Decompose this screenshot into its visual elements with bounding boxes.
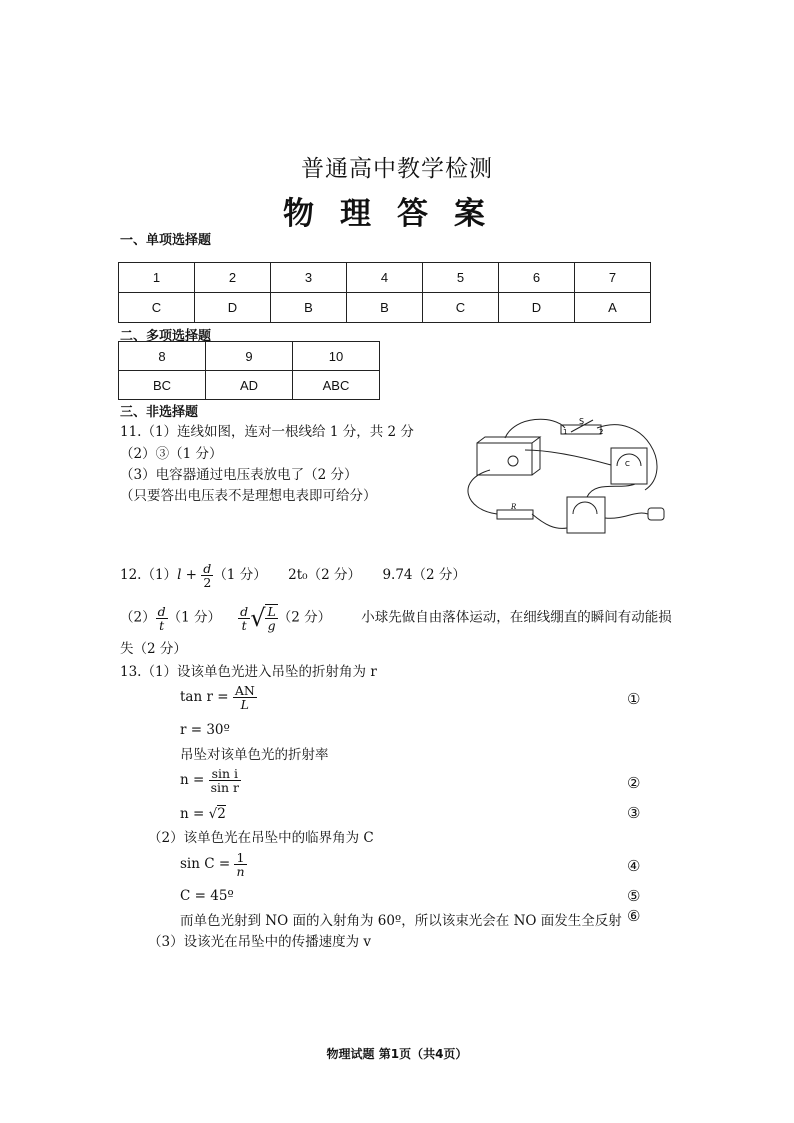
fraction-denominator: t	[241, 617, 247, 633]
q11-line1: 11.（1）连线如图，连对一根线给 1 分，共 2 分	[120, 424, 414, 440]
table-cell: 3	[271, 263, 347, 293]
fraction-numerator: L	[267, 604, 276, 619]
fraction-denominator: n	[236, 864, 245, 879]
equation-n-value	[180, 806, 226, 822]
fraction	[209, 767, 241, 794]
marker-5: ⑤	[627, 887, 641, 905]
label-2: 2	[599, 428, 604, 436]
q12-reason-cont: 失（2 分）	[120, 641, 187, 657]
section3-title: 三、非选择题	[120, 405, 199, 420]
header-title: 普通高中教学检测	[301, 156, 493, 182]
fraction	[265, 604, 277, 632]
table-cell: BC	[119, 371, 206, 400]
equation-tan	[180, 684, 257, 711]
fraction-numerator: d	[240, 603, 249, 619]
table-row	[119, 371, 380, 400]
table-cell: 10	[293, 342, 380, 371]
q12-prefix: 12.（1）	[120, 567, 178, 583]
fraction	[156, 605, 168, 632]
page-title: 物理答案	[283, 196, 511, 232]
equation-n	[180, 767, 241, 794]
q12-part2: （2）	[120, 609, 156, 626]
equation-lhs: tan r =	[180, 689, 233, 705]
resistor	[497, 510, 533, 519]
marker-3: ③	[627, 804, 641, 822]
fraction	[238, 605, 250, 632]
table-cell: D	[499, 293, 575, 323]
table-cell: 4	[347, 263, 423, 293]
q11-line2: （2）③（1 分）	[120, 446, 223, 462]
fraction-denominator: t	[159, 617, 165, 633]
fraction-denominator: 2	[203, 575, 212, 590]
table-cell: A	[575, 293, 651, 323]
sqrt-icon: √	[208, 806, 218, 822]
table-cell: D	[195, 293, 271, 323]
table-cell: 9	[206, 342, 293, 371]
fraction	[234, 851, 246, 878]
section1-title: 一、单项选择题	[120, 233, 212, 248]
table-cell: B	[271, 293, 347, 323]
marker-1: ①	[627, 690, 641, 708]
table-cell: 2	[195, 263, 271, 293]
page-footer: 物理试题 第1页（共4页）	[326, 1047, 468, 1061]
fraction	[201, 562, 213, 589]
q12-score1: （1 分）	[213, 567, 267, 583]
circuit-diagram	[445, 410, 670, 545]
table-row	[119, 342, 380, 371]
q12-line2	[120, 604, 672, 632]
table-cell: AD	[206, 371, 293, 400]
multi-choice-table	[118, 341, 380, 400]
label-s: S	[579, 417, 585, 426]
q13-part2: （2）该单色光在吊坠中的临界角为 C	[148, 830, 374, 846]
fraction-numerator: 1	[234, 851, 246, 865]
q11-line3: （3）电容器通过电压表放电了（2 分）	[120, 467, 358, 483]
table-cell: C	[423, 293, 499, 323]
fraction-numerator: sin i	[209, 767, 241, 781]
table-cell: 1	[119, 263, 195, 293]
fraction-numerator: d	[157, 603, 166, 619]
table-cell: 7	[575, 263, 651, 293]
label-1: 1	[563, 428, 568, 436]
table-cell: C	[119, 293, 195, 323]
equation-lhs: sin C =	[180, 856, 235, 872]
c-value: C = 45º	[180, 888, 234, 904]
r-value: r = 30º	[180, 722, 230, 738]
table-cell: 5	[423, 263, 499, 293]
fraction-numerator: d	[203, 561, 212, 576]
total-reflection-text: 而单色光射到 NO 面的入射角为 60º，所以该束光会在 NO 面发生全反射	[180, 913, 622, 929]
q13-part3: （3）设该光在吊坠中的传播速度为 v	[148, 934, 372, 950]
equation-sinc	[180, 851, 247, 878]
q12-reason: 小球先做自由落体运动，在细线绷直的瞬间有动能损	[361, 609, 672, 626]
power-supply	[477, 443, 532, 475]
label-c: C	[625, 460, 630, 468]
table-cell: B	[347, 293, 423, 323]
fraction-denominator: g	[267, 618, 276, 633]
q11-line4: （只要答出电压表不是理想电表即可给分）	[120, 488, 377, 504]
single-choice-table	[118, 262, 651, 323]
table-cell: ABC	[293, 371, 380, 400]
knob-icon	[508, 456, 518, 466]
table-row	[119, 263, 651, 293]
q12-t0: 2t₀（2 分）	[288, 567, 361, 583]
table-row	[119, 293, 651, 323]
fraction	[233, 684, 257, 711]
marker-4: ④	[627, 857, 641, 875]
label-r: R	[511, 503, 517, 511]
refraction-text: 吊坠对该单色光的折射率	[180, 747, 329, 763]
q12-score3: （2 分）	[277, 609, 332, 626]
table-cell: 8	[119, 342, 206, 371]
q12-plus: +	[181, 567, 202, 583]
sqrt-icon: √	[250, 604, 266, 632]
q12-line1	[120, 562, 466, 589]
capacitor	[648, 508, 664, 520]
sqrt-argument: 2	[217, 806, 226, 822]
marker-6: ⑥	[627, 907, 641, 925]
fraction-denominator: L	[240, 697, 249, 712]
q12-g-value: 9.74（2 分）	[382, 567, 466, 583]
fraction-numerator: AN	[234, 683, 255, 698]
marker-2: ②	[627, 774, 641, 792]
fraction-denominator: sin r	[210, 780, 240, 795]
section2-title: 二、多项选择题	[120, 329, 212, 344]
q13-intro: 13.（1）设该单色光进入吊坠的折射角为 r	[120, 664, 377, 680]
equation-lhs: n =	[180, 772, 209, 788]
table-cell: 6	[499, 263, 575, 293]
q12-l: l	[177, 567, 182, 583]
q12-score2: （1 分）	[167, 609, 221, 626]
equation-lhs: n =	[180, 806, 209, 822]
